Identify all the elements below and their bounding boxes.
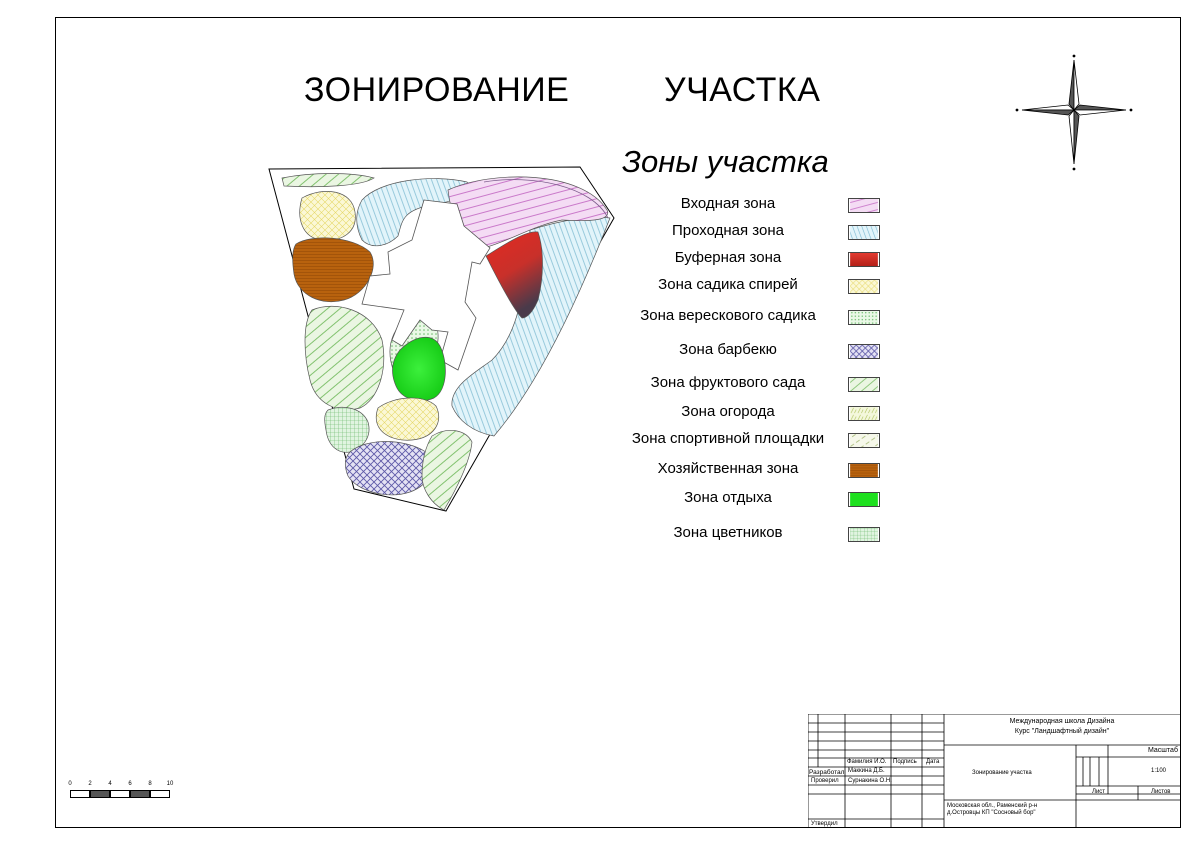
course-name: Курс "Ландшафтный дизайн" <box>1014 728 1110 735</box>
scale-tick-label: 4 <box>108 781 112 787</box>
developed-name: Маккина Д.Б. <box>848 768 885 774</box>
legend-label: Зона фруктового сада <box>650 374 806 391</box>
legend-swatch <box>848 344 880 359</box>
title-block <box>808 714 1181 828</box>
developed-label: Разработал <box>809 769 845 776</box>
legend-swatch <box>848 377 880 392</box>
scale-tick-label: 10 <box>166 781 174 787</box>
checked-label: Проверил <box>811 778 839 784</box>
legend-swatch <box>848 406 880 421</box>
compass-rose-icon <box>1012 52 1136 176</box>
legend-swatch <box>848 492 880 507</box>
legend-label: Входная зона <box>680 195 776 212</box>
approved-label: Утвердил <box>811 821 838 827</box>
legend-label: Зона отдыха <box>684 489 772 506</box>
scale-segment <box>150 790 170 798</box>
school-name: Международная школа Дизайна <box>1009 718 1115 725</box>
sheets-label: Листов <box>1151 789 1171 795</box>
scale-tick-label: 8 <box>148 781 152 787</box>
legend-label: Зона огорода <box>681 403 775 420</box>
page-title-left: ЗОНИРОВАНИЕ <box>304 71 570 109</box>
scale-value: 1:100 <box>1151 768 1167 774</box>
page-title-right: УЧАСТКА <box>664 71 821 109</box>
site-plan <box>262 160 622 520</box>
scale-segment <box>70 790 90 798</box>
legend-label: Зона барбекю <box>679 341 777 358</box>
address-line-1: Московская обл., Раменский р-н <box>947 803 1038 809</box>
scale-bar <box>66 782 178 802</box>
col-signature: Подпись <box>893 759 917 765</box>
legend-swatch <box>848 252 880 267</box>
col-surname: Фамилия И.О. <box>847 759 887 765</box>
address-line-2: д.Островцы КП "Сосновый бор" <box>947 810 1036 816</box>
legend-label: Буферная зона <box>674 249 782 266</box>
scale-tick-label: 2 <box>88 781 92 787</box>
scale-segment <box>110 790 130 798</box>
legend-label: Зона цветников <box>673 524 783 541</box>
legend-label: Зона спортивной площадки <box>631 430 825 447</box>
sheet-label: Лист <box>1092 789 1106 795</box>
legend-swatch <box>848 310 880 325</box>
legend-label: Зона верескового садика <box>640 307 816 324</box>
legend-swatch <box>848 225 880 240</box>
legend-label: Зона садика спирей <box>658 276 798 293</box>
scale-segment <box>90 790 110 798</box>
legend-label: Проходная зона <box>672 222 784 239</box>
spirea-zone <box>376 398 439 440</box>
legend-swatch <box>848 279 880 294</box>
legend-swatch <box>848 463 880 478</box>
legend-title: Зоны участка <box>622 144 829 179</box>
scale-label: Масштаб <box>1148 747 1178 754</box>
checked-name: Сурнакина О.Н. <box>848 778 892 784</box>
col-date: Дата <box>926 759 940 765</box>
drawing-title: Зонирование участка <box>972 770 1032 776</box>
legend-swatch <box>848 433 880 448</box>
scale-tick-label: 6 <box>128 781 132 787</box>
legend-label: Хозяйственная зона <box>657 460 799 477</box>
scale-tick-label: 0 <box>68 781 72 787</box>
legend-swatch <box>848 527 880 542</box>
spirea-zone <box>300 191 356 240</box>
scale-segment <box>130 790 150 798</box>
legend-swatch <box>848 198 880 213</box>
